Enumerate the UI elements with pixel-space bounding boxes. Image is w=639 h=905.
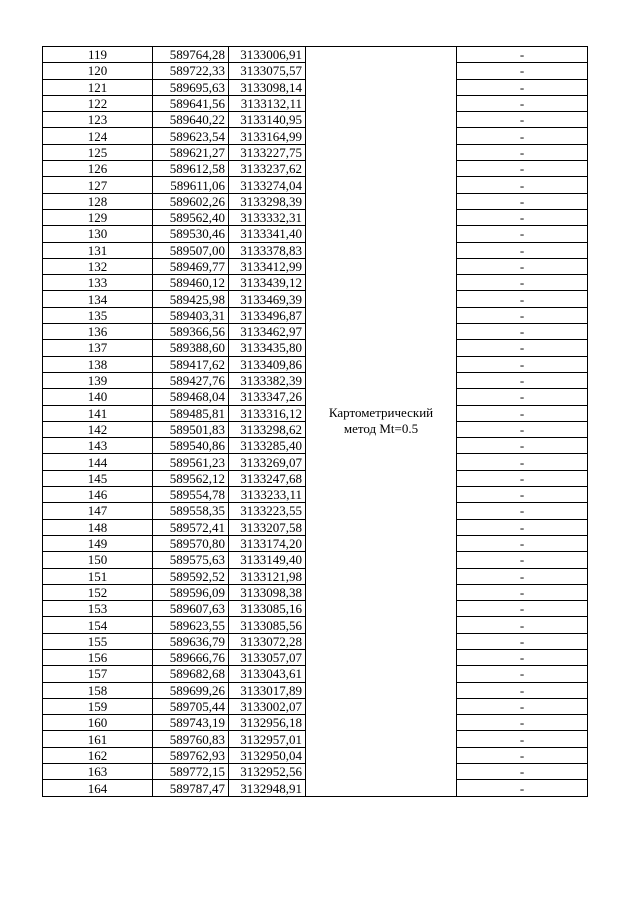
x-coordinate-cell: 589596,09 xyxy=(153,584,229,600)
x-coordinate-cell: 589507,00 xyxy=(153,242,229,258)
note-cell: - xyxy=(457,682,588,698)
point-number-cell: 135 xyxy=(43,307,153,323)
point-number-cell: 149 xyxy=(43,535,153,551)
point-number-cell: 148 xyxy=(43,519,153,535)
x-coordinate-cell: 589427,76 xyxy=(153,372,229,388)
y-coordinate-cell: 3133462,97 xyxy=(229,324,306,340)
point-number-cell: 122 xyxy=(43,95,153,111)
point-number-cell: 162 xyxy=(43,747,153,763)
y-coordinate-cell: 3133072,28 xyxy=(229,633,306,649)
x-coordinate-cell: 589621,27 xyxy=(153,144,229,160)
note-cell: - xyxy=(457,698,588,714)
note-cell: - xyxy=(457,47,588,63)
point-number-cell: 137 xyxy=(43,340,153,356)
y-coordinate-cell: 3133298,39 xyxy=(229,193,306,209)
point-number-cell: 141 xyxy=(43,405,153,421)
point-number-cell: 155 xyxy=(43,633,153,649)
y-coordinate-cell: 3133233,11 xyxy=(229,487,306,503)
x-coordinate-cell: 589705,44 xyxy=(153,698,229,714)
y-coordinate-cell: 3133298,62 xyxy=(229,421,306,437)
y-coordinate-cell: 3133332,31 xyxy=(229,209,306,225)
x-coordinate-cell: 589561,23 xyxy=(153,454,229,470)
point-number-cell: 154 xyxy=(43,617,153,633)
note-cell: - xyxy=(457,258,588,274)
y-coordinate-cell: 3133075,57 xyxy=(229,63,306,79)
x-coordinate-cell: 589417,62 xyxy=(153,356,229,372)
point-number-cell: 151 xyxy=(43,568,153,584)
y-coordinate-cell: 3132950,04 xyxy=(229,747,306,763)
x-coordinate-cell: 589787,47 xyxy=(153,780,229,796)
x-coordinate-cell: 589636,79 xyxy=(153,633,229,649)
note-cell: - xyxy=(457,63,588,79)
y-coordinate-cell: 3133098,38 xyxy=(229,584,306,600)
y-coordinate-cell: 3133378,83 xyxy=(229,242,306,258)
x-coordinate-cell: 589570,80 xyxy=(153,535,229,551)
y-coordinate-cell: 3133043,61 xyxy=(229,666,306,682)
y-coordinate-cell: 3133174,20 xyxy=(229,535,306,551)
x-coordinate-cell: 589554,78 xyxy=(153,487,229,503)
x-coordinate-cell: 589682,68 xyxy=(153,666,229,682)
note-cell: - xyxy=(457,715,588,731)
point-number-cell: 160 xyxy=(43,715,153,731)
point-number-cell: 152 xyxy=(43,584,153,600)
point-number-cell: 131 xyxy=(43,242,153,258)
point-number-cell: 139 xyxy=(43,372,153,388)
point-number-cell: 120 xyxy=(43,63,153,79)
x-coordinate-cell: 589562,40 xyxy=(153,209,229,225)
x-coordinate-cell: 589695,63 xyxy=(153,79,229,95)
note-cell: - xyxy=(457,487,588,503)
note-cell: - xyxy=(457,128,588,144)
y-coordinate-cell: 3133227,75 xyxy=(229,144,306,160)
note-cell: - xyxy=(457,226,588,242)
y-coordinate-cell: 3133085,56 xyxy=(229,617,306,633)
y-coordinate-cell: 3133412,99 xyxy=(229,258,306,274)
point-number-cell: 125 xyxy=(43,144,153,160)
y-coordinate-cell: 3133316,12 xyxy=(229,405,306,421)
y-coordinate-cell: 3133274,04 xyxy=(229,177,306,193)
point-number-cell: 163 xyxy=(43,764,153,780)
y-coordinate-cell: 3133002,07 xyxy=(229,698,306,714)
note-cell: - xyxy=(457,340,588,356)
note-cell: - xyxy=(457,552,588,568)
point-number-cell: 156 xyxy=(43,649,153,665)
note-cell: - xyxy=(457,112,588,128)
y-coordinate-cell: 3132948,91 xyxy=(229,780,306,796)
y-coordinate-cell: 3133085,16 xyxy=(229,601,306,617)
point-number-cell: 157 xyxy=(43,666,153,682)
y-coordinate-cell: 3133439,12 xyxy=(229,275,306,291)
note-cell: - xyxy=(457,764,588,780)
note-cell: - xyxy=(457,633,588,649)
x-coordinate-cell: 589403,31 xyxy=(153,307,229,323)
note-cell: - xyxy=(457,470,588,486)
x-coordinate-cell: 589762,93 xyxy=(153,747,229,763)
point-number-cell: 124 xyxy=(43,128,153,144)
note-cell: - xyxy=(457,307,588,323)
note-cell: - xyxy=(457,242,588,258)
y-coordinate-cell: 3133247,68 xyxy=(229,470,306,486)
x-coordinate-cell: 589607,63 xyxy=(153,601,229,617)
method-label-line-1: Картометрический xyxy=(328,405,434,421)
note-cell: - xyxy=(457,324,588,340)
point-number-cell: 132 xyxy=(43,258,153,274)
point-number-cell: 153 xyxy=(43,601,153,617)
point-number-cell: 119 xyxy=(43,47,153,63)
x-coordinate-cell: 589743,19 xyxy=(153,715,229,731)
note-cell: - xyxy=(457,584,588,600)
x-coordinate-cell: 589572,41 xyxy=(153,519,229,535)
y-coordinate-cell: 3133140,95 xyxy=(229,112,306,128)
x-coordinate-cell: 589469,77 xyxy=(153,258,229,274)
y-coordinate-cell: 3133098,14 xyxy=(229,79,306,95)
y-coordinate-cell: 3133164,99 xyxy=(229,128,306,144)
x-coordinate-cell: 589460,12 xyxy=(153,275,229,291)
point-number-cell: 126 xyxy=(43,161,153,177)
table-row xyxy=(43,47,588,63)
note-cell: - xyxy=(457,421,588,437)
y-coordinate-cell: 3132957,01 xyxy=(229,731,306,747)
point-number-cell: 123 xyxy=(43,112,153,128)
note-cell: - xyxy=(457,95,588,111)
x-coordinate-cell: 589760,83 xyxy=(153,731,229,747)
point-number-cell: 128 xyxy=(43,193,153,209)
x-coordinate-cell: 589592,52 xyxy=(153,568,229,584)
x-coordinate-cell: 589722,33 xyxy=(153,63,229,79)
point-number-cell: 147 xyxy=(43,503,153,519)
point-number-cell: 121 xyxy=(43,79,153,95)
point-number-cell: 161 xyxy=(43,731,153,747)
point-number-cell: 159 xyxy=(43,698,153,714)
x-coordinate-cell: 589699,26 xyxy=(153,682,229,698)
note-cell: - xyxy=(457,519,588,535)
point-number-cell: 143 xyxy=(43,438,153,454)
x-coordinate-cell: 589558,35 xyxy=(153,503,229,519)
note-cell: - xyxy=(457,666,588,682)
note-cell: - xyxy=(457,356,588,372)
y-coordinate-cell: 3133207,58 xyxy=(229,519,306,535)
note-cell: - xyxy=(457,747,588,763)
point-number-cell: 130 xyxy=(43,226,153,242)
y-coordinate-cell: 3133435,80 xyxy=(229,340,306,356)
x-coordinate-cell: 589485,81 xyxy=(153,405,229,421)
x-coordinate-cell: 589641,56 xyxy=(153,95,229,111)
x-coordinate-cell: 589425,98 xyxy=(153,291,229,307)
x-coordinate-cell: 589623,54 xyxy=(153,128,229,144)
coordinates-table xyxy=(42,46,588,797)
point-number-cell: 158 xyxy=(43,682,153,698)
note-cell: - xyxy=(457,780,588,796)
y-coordinate-cell: 3133409,86 xyxy=(229,356,306,372)
y-coordinate-cell: 3133269,07 xyxy=(229,454,306,470)
note-cell: - xyxy=(457,617,588,633)
x-coordinate-cell: 589366,56 xyxy=(153,324,229,340)
note-cell: - xyxy=(457,389,588,405)
y-coordinate-cell: 3133057,07 xyxy=(229,649,306,665)
note-cell: - xyxy=(457,193,588,209)
note-cell: - xyxy=(457,144,588,160)
y-coordinate-cell: 3133382,39 xyxy=(229,372,306,388)
point-number-cell: 133 xyxy=(43,275,153,291)
y-coordinate-cell: 3133132,11 xyxy=(229,95,306,111)
y-coordinate-cell: 3133017,89 xyxy=(229,682,306,698)
note-cell: - xyxy=(457,79,588,95)
x-coordinate-cell: 589602,26 xyxy=(153,193,229,209)
x-coordinate-cell: 589501,83 xyxy=(153,421,229,437)
x-coordinate-cell: 589562,12 xyxy=(153,470,229,486)
x-coordinate-cell: 589388,60 xyxy=(153,340,229,356)
note-cell: - xyxy=(457,568,588,584)
method-label-line-2: метод Mt=0.5 xyxy=(343,421,419,437)
coordinates-table-body xyxy=(43,47,588,797)
note-cell: - xyxy=(457,503,588,519)
point-number-cell: 129 xyxy=(43,209,153,225)
note-cell: - xyxy=(457,405,588,421)
y-coordinate-cell: 3133223,55 xyxy=(229,503,306,519)
point-number-cell: 146 xyxy=(43,487,153,503)
note-cell: - xyxy=(457,535,588,551)
note-cell: - xyxy=(457,161,588,177)
note-cell: - xyxy=(457,209,588,225)
point-number-cell: 127 xyxy=(43,177,153,193)
x-coordinate-cell: 589612,58 xyxy=(153,161,229,177)
y-coordinate-cell: 3133285,40 xyxy=(229,438,306,454)
note-cell: - xyxy=(457,291,588,307)
x-coordinate-cell: 589640,22 xyxy=(153,112,229,128)
point-number-cell: 140 xyxy=(43,389,153,405)
point-number-cell: 136 xyxy=(43,324,153,340)
x-coordinate-cell: 589540,86 xyxy=(153,438,229,454)
method-cell xyxy=(306,47,457,797)
point-number-cell: 138 xyxy=(43,356,153,372)
x-coordinate-cell: 589575,63 xyxy=(153,552,229,568)
point-number-cell: 150 xyxy=(43,552,153,568)
x-coordinate-cell: 589611,06 xyxy=(153,177,229,193)
x-coordinate-cell: 589623,55 xyxy=(153,617,229,633)
point-number-cell: 142 xyxy=(43,421,153,437)
y-coordinate-cell: 3132952,56 xyxy=(229,764,306,780)
note-cell: - xyxy=(457,372,588,388)
note-cell: - xyxy=(457,601,588,617)
note-cell: - xyxy=(457,454,588,470)
note-cell: - xyxy=(457,275,588,291)
note-cell: - xyxy=(457,177,588,193)
x-coordinate-cell: 589772,15 xyxy=(153,764,229,780)
x-coordinate-cell: 589666,76 xyxy=(153,649,229,665)
point-number-cell: 145 xyxy=(43,470,153,486)
note-cell: - xyxy=(457,731,588,747)
y-coordinate-cell: 3133341,40 xyxy=(229,226,306,242)
note-cell: - xyxy=(457,649,588,665)
point-number-cell: 134 xyxy=(43,291,153,307)
x-coordinate-cell: 589468,04 xyxy=(153,389,229,405)
point-number-cell: 164 xyxy=(43,780,153,796)
point-number-cell: 144 xyxy=(43,454,153,470)
x-coordinate-cell: 589764,28 xyxy=(153,47,229,63)
y-coordinate-cell: 3133496,87 xyxy=(229,307,306,323)
y-coordinate-cell: 3133347,26 xyxy=(229,389,306,405)
y-coordinate-cell: 3133237,62 xyxy=(229,161,306,177)
y-coordinate-cell: 3133149,40 xyxy=(229,552,306,568)
note-cell: - xyxy=(457,438,588,454)
y-coordinate-cell: 3133006,91 xyxy=(229,47,306,63)
y-coordinate-cell: 3133469,39 xyxy=(229,291,306,307)
y-coordinate-cell: 3132956,18 xyxy=(229,715,306,731)
y-coordinate-cell: 3133121,98 xyxy=(229,568,306,584)
x-coordinate-cell: 589530,46 xyxy=(153,226,229,242)
